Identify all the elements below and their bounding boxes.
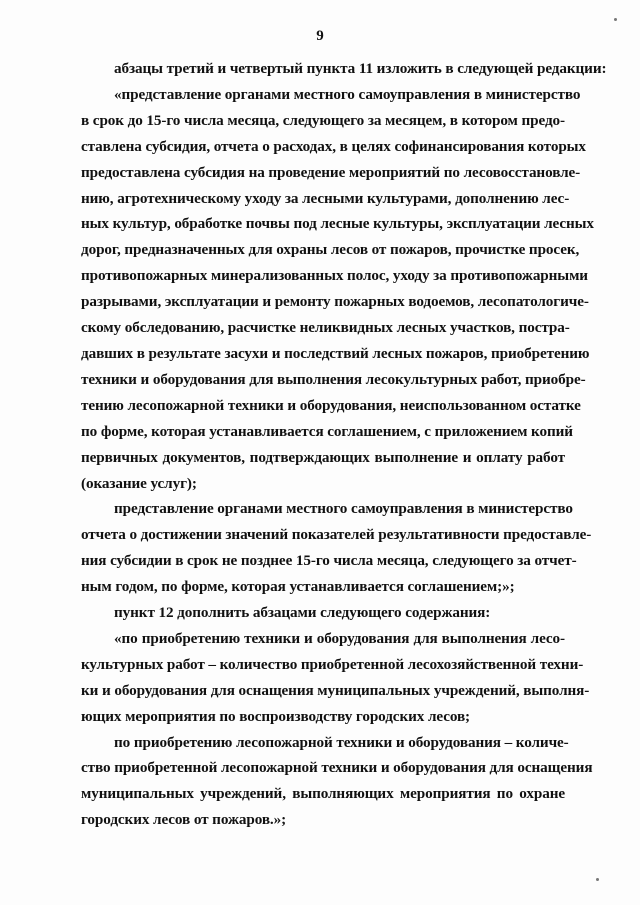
text-line: ным годом, по форме, которая устанавливается соглашением;»; (81, 578, 515, 596)
text-line: городских лесов от пожаров.»; (81, 811, 287, 829)
text-line: представление органами местного самоуправления в министерство (114, 500, 573, 518)
document-body (81, 56, 607, 833)
paragraph (81, 496, 592, 600)
text-line: давших в результате засухи и последствий лесных пожаров, приобретению (81, 344, 590, 362)
text-line: абзацы третий и четвертый пункта 11 изложить в следующей редакции: (114, 60, 607, 77)
text-line: муниципальных учреждений, выполняющих мероприятия по охране (81, 785, 565, 803)
text-line: нию, агротехническому уходу за лесными культурами, дополнению лес- (81, 189, 570, 207)
text-line: ющих мероприятия по воспроизводству городских лесов; (81, 707, 471, 725)
text-line: тению лесопожарной техники и оборудования, неиспользованном остатке (81, 396, 581, 414)
text-line: предоставлена субсидия на проведение мероприятий по лесовосстановле- (81, 163, 581, 181)
text-line: «представление органами местного самоуправления в министерство (114, 85, 581, 103)
text-line: по форме, которая устанавливается соглашением, с приложением копий (81, 422, 573, 440)
text-line: (оказание услуг); (81, 474, 197, 492)
text-line: ния субсидии в срок не позднее 15-го числа месяца, следующего за отчет- (81, 552, 577, 570)
text-line: отчета о достижении значений показателей результативности предоставле- (81, 526, 592, 544)
paragraph (81, 626, 590, 730)
paragraph (81, 82, 594, 497)
paragraph (81, 56, 607, 82)
scan-speck (596, 878, 599, 881)
text-line: ных культур, обработке почвы под лесные культуры, эксплуатации лесных (81, 215, 594, 233)
text-line: культурных работ – количество приобретенной лесохозяйственной техни- (81, 655, 584, 673)
text-line: техники и оборудования для выполнения лесокультурных работ, приобре- (81, 370, 586, 388)
text-line: ки и оборудования для оснащения муниципальных учреждений, выполня- (81, 681, 590, 699)
page-number: 9 (316, 28, 324, 44)
text-line: по приобретению лесопожарной техники и оборудования – количе- (114, 733, 569, 751)
text-line: ставлена субсидия, отчета о расходах, в целях софинансирования которых (81, 137, 586, 155)
text-line: дорог, предназначенных для охраны лесов от пожаров, прочистке просек, (81, 241, 580, 259)
scan-speck (614, 18, 617, 21)
text-line: пункт 12 дополнить абзацами следующего содержания: (114, 604, 491, 622)
text-line: ство приобретенной лесопожарной техники и оборудования для оснащения (81, 759, 593, 777)
text-line: первичных документов, подтверждающих выполнение и оплату работ (81, 448, 565, 466)
text-line: разрывами, эксплуатации и ремонту пожарных водоемов, лесопатологиче- (81, 293, 589, 311)
text-line: скому обследованию, расчистке неликвидных лесных участков, постра- (81, 319, 570, 337)
paragraph (81, 600, 565, 626)
text-line: в срок до 15-го числа месяца, следующего за месяцем, в котором предо- (81, 111, 565, 129)
text-line: противопожарных минерализованных полос, уходу за противопожарными (81, 267, 588, 285)
text-line: «по приобретению техники и оборудования для выполнения лесо- (114, 629, 565, 647)
paragraph (81, 730, 593, 834)
